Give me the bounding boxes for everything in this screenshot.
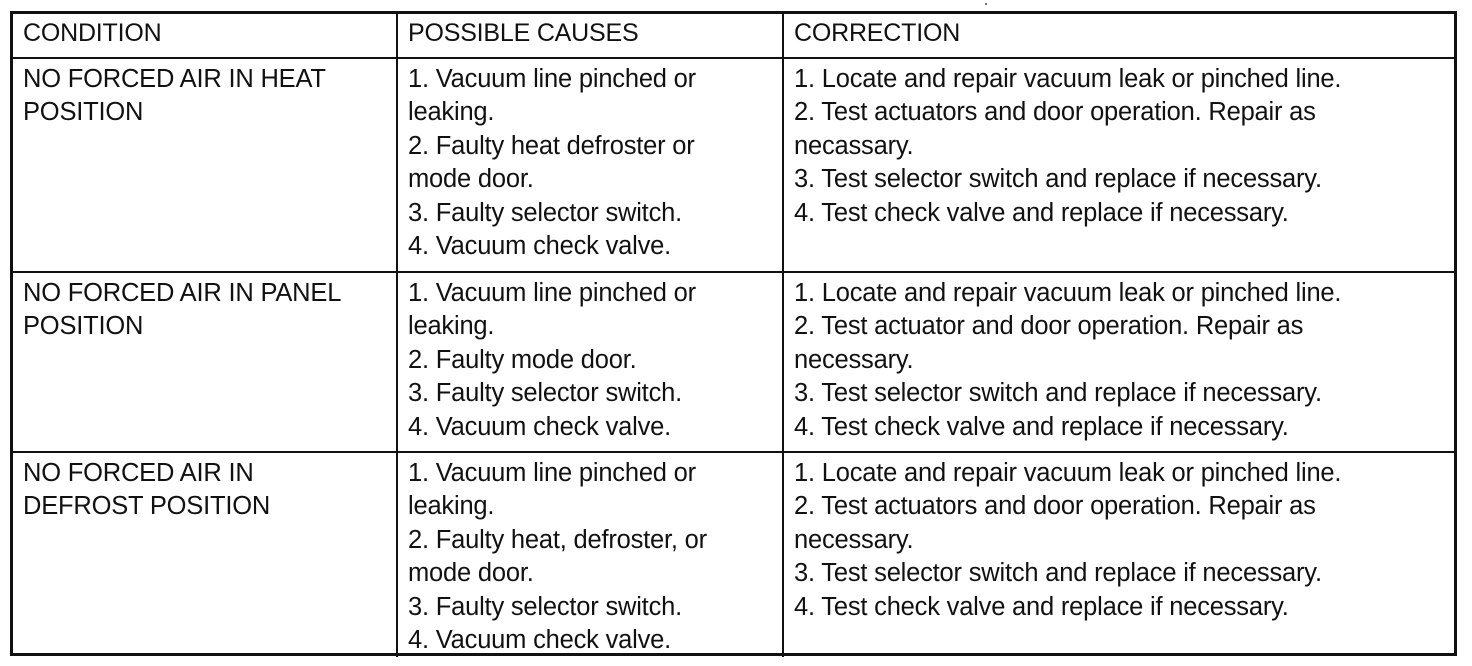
correction-line: 1. Locate and repair vacuum leak or pinched line. [794, 279, 1342, 307]
cause-line: 3. Faulty selector switch. [408, 379, 682, 408]
correction-line: 1. Locate and repair vacuum leak or pinched line. [794, 65, 1342, 93]
cause-line: mode door. [408, 559, 534, 588]
cause-line: 2. Faulty mode door. [408, 345, 637, 374]
correction-cell [783, 58, 1454, 272]
correction-line: necessary. [794, 345, 914, 374]
correction-line: 4. Test check valve and replace if necessary. [794, 412, 1289, 441]
table-row [13, 272, 1454, 452]
cause-line: mode door. [408, 165, 534, 194]
condition-line: POSITION [23, 98, 144, 127]
correction-line: necassary. [794, 131, 914, 160]
condition-cell [13, 272, 397, 452]
cause-line: leaking. [408, 312, 495, 341]
correction-line: 2. Test actuators and door operation. Repair as [794, 98, 1316, 127]
troubleshooting-table [13, 14, 1454, 657]
correction-line: 2. Test actuators and door operation. Repair as [794, 492, 1316, 521]
cause-line: leaking. [408, 492, 495, 521]
scan-speck [985, 3, 987, 5]
condition-line: NO FORCED AIR IN HEAT [23, 65, 326, 93]
causes-cell [397, 272, 783, 452]
cause-line: 1. Vacuum line pinched or [408, 279, 696, 307]
cause-line: 1. Vacuum line pinched or [408, 65, 696, 93]
condition-line: NO FORCED AIR IN PANEL [23, 279, 342, 307]
correction-line: 3. Test selector switch and replace if necessary. [794, 165, 1322, 194]
correction-cell [783, 272, 1454, 452]
condition-line: DEFROST POSITION [23, 492, 271, 521]
correction-line: 1. Locate and repair vacuum leak or pinched line. [794, 459, 1342, 487]
cause-line: leaking. [408, 98, 495, 127]
cause-line: 2. Faulty heat, defroster, or [408, 525, 707, 554]
cause-line: 3. Faulty selector switch. [408, 198, 682, 227]
condition-line: NO FORCED AIR IN [23, 459, 254, 487]
causes-cell [397, 58, 783, 272]
correction-cell [783, 452, 1454, 657]
correction-line: necessary. [794, 525, 914, 554]
header-correction: CORRECTION [783, 14, 1454, 58]
table-row [13, 58, 1454, 272]
header-condition: CONDITION [13, 14, 397, 58]
cause-line: 1. Vacuum line pinched or [408, 459, 696, 487]
header-possible-causes: POSSIBLE CAUSES [397, 14, 783, 58]
condition-line: POSITION [23, 312, 144, 341]
cause-line: 4. Vacuum check valve. [408, 626, 672, 655]
cause-line: 4. Vacuum check valve. [408, 232, 672, 261]
condition-cell [13, 452, 397, 657]
correction-line: 3. Test selector switch and replace if necessary. [794, 559, 1322, 588]
correction-line: 4. Test check valve and replace if necessary. [794, 592, 1289, 621]
troubleshooting-table-frame [10, 11, 1457, 656]
correction-line: 3. Test selector switch and replace if necessary. [794, 379, 1322, 408]
cause-line: 3. Faulty selector switch. [408, 592, 682, 621]
correction-line: 2. Test actuator and door operation. Repair as [794, 312, 1304, 341]
causes-cell [397, 452, 783, 657]
cause-line: 2. Faulty heat defroster or [408, 131, 695, 160]
cause-line: 4. Vacuum check valve. [408, 412, 672, 441]
correction-line: 4. Test check valve and replace if necessary. [794, 198, 1289, 227]
table-header-row [13, 14, 1454, 58]
table-row [13, 452, 1454, 657]
condition-cell [13, 58, 397, 272]
